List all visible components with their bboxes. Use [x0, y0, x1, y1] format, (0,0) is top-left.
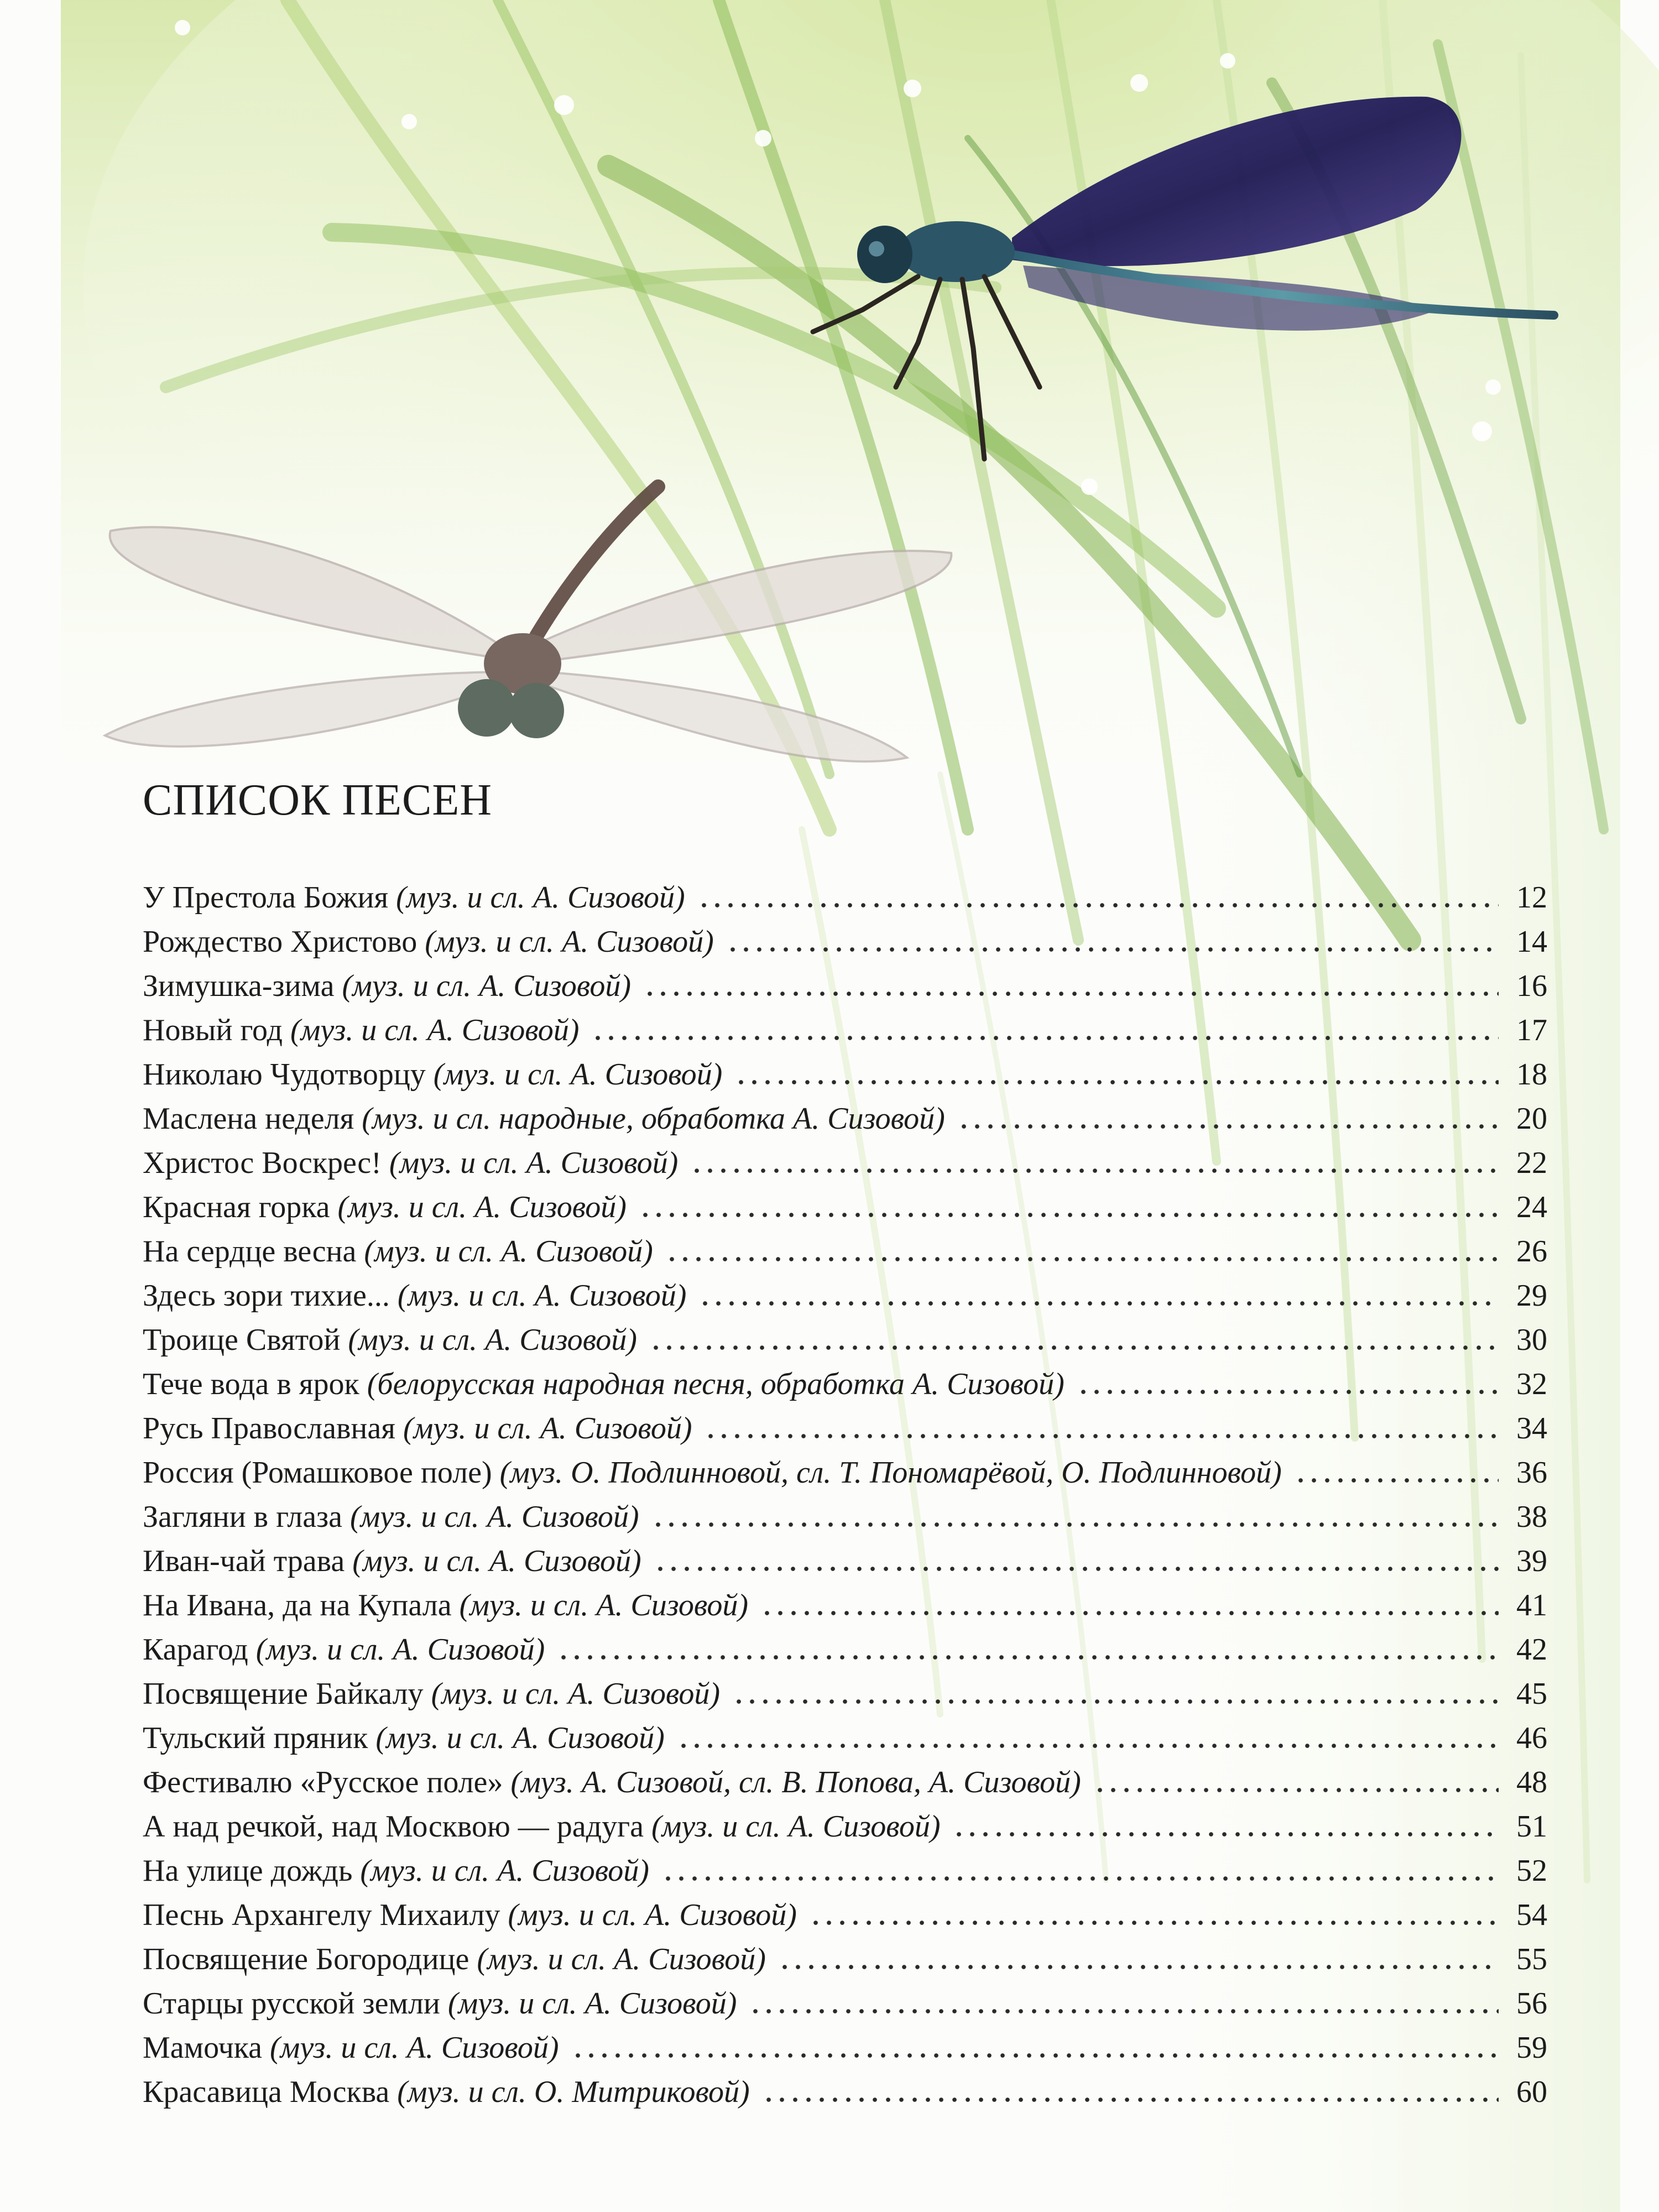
song-title: Красавица Москва — [143, 2075, 390, 2109]
song-entry[interactable] — [143, 1185, 1547, 1229]
song-title: Троице Святой — [143, 1323, 341, 1357]
song-entry[interactable] — [143, 1141, 1547, 1185]
song-entry[interactable] — [143, 1495, 1547, 1539]
song-list — [143, 875, 1547, 2114]
song-entry[interactable] — [143, 1804, 1547, 1849]
page-number: 39 — [1516, 1544, 1547, 1578]
song-title: Тече вода в ярок — [143, 1367, 359, 1401]
song-title: Фестивалю «Русское поле» — [143, 1765, 503, 1799]
song-entry[interactable] — [143, 1229, 1547, 1274]
song-title: Иван-чай трава — [143, 1544, 345, 1578]
dot-leader — [591, 1034, 1499, 1042]
page-number: 46 — [1516, 1721, 1547, 1755]
song-title: У Престола Божия — [143, 880, 389, 915]
page-number: 18 — [1516, 1057, 1547, 1092]
song-entry[interactable] — [143, 1052, 1547, 1097]
song-entry[interactable] — [143, 1539, 1547, 1583]
dot-leader — [952, 1830, 1499, 1838]
song-entry[interactable] — [143, 1318, 1547, 1362]
dot-leader — [957, 1123, 1499, 1130]
dot-leader — [749, 2007, 1499, 2015]
page-number: 41 — [1516, 1588, 1547, 1623]
song-title: Николаю Чудотворцу — [143, 1057, 426, 1092]
dot-leader — [654, 1565, 1499, 1573]
dot-leader — [665, 1255, 1499, 1263]
page-number: 36 — [1516, 1455, 1547, 1490]
dot-leader — [762, 2096, 1499, 2104]
song-credit: (муз. и сл. А. Сизовой) — [425, 925, 714, 959]
song-title: Новый год — [143, 1013, 283, 1047]
dot-leader — [571, 2052, 1499, 2059]
dot-leader — [1077, 1388, 1499, 1396]
song-credit: (муз. и сл. А. Сизовой) — [352, 1544, 641, 1578]
song-title: Мамочка — [143, 2031, 263, 2065]
song-title: На Ивана, да на Купала — [143, 1588, 452, 1623]
song-title: Загляни в глаза — [143, 1500, 343, 1534]
song-entry[interactable] — [143, 1406, 1547, 1451]
song-title: Старцы русской земли — [143, 1986, 440, 2021]
song-credit: (муз. О. Подлинновой, сл. Т. Пономарёвой, О. Подлинновой) — [499, 1455, 1282, 1490]
page-title: СПИСОК ПЕСЕН — [143, 776, 493, 825]
song-title: Посвящение Богородице — [143, 1942, 469, 1976]
song-entry[interactable] — [143, 1097, 1547, 1141]
song-credit: (муз. и сл. А. Сизовой) — [433, 1057, 723, 1092]
page-number: 48 — [1516, 1765, 1547, 1799]
dot-leader — [557, 1653, 1499, 1661]
song-title: На улице дождь — [143, 1854, 353, 1888]
song-credit: (муз. и сл. А. Сизовой) — [651, 1809, 941, 1844]
song-credit: (муз. и сл. А. Сизовой) — [403, 1411, 692, 1446]
page-number: 29 — [1516, 1279, 1547, 1313]
dot-leader — [661, 1875, 1499, 1882]
song-credit: (муз. и сл. А. Сизовой) — [508, 1898, 797, 1932]
song-entry[interactable] — [143, 875, 1547, 920]
song-title: Песнь Архангелу Михаилу — [143, 1898, 500, 1932]
dot-leader — [732, 1698, 1499, 1705]
song-credit: (муз. и сл. А. Сизовой) — [342, 969, 631, 1003]
song-title: Тульский пряник — [143, 1721, 368, 1755]
song-credit: (белорусская народная песня, обработка А. Сизовой) — [367, 1367, 1065, 1401]
song-title: Карагод — [143, 1632, 248, 1667]
page-number: 45 — [1516, 1677, 1547, 1711]
page-number: 16 — [1516, 969, 1547, 1003]
song-credit: (муз. и сл. А. Сизовой) — [477, 1942, 766, 1976]
page-number: 56 — [1516, 1986, 1547, 2021]
page-number: 60 — [1516, 2075, 1547, 2109]
page-number: 34 — [1516, 1411, 1547, 1446]
song-title: На сердце весна — [143, 1234, 357, 1269]
song-credit: (муз. и сл. А. Сизовой) — [290, 1013, 580, 1047]
dot-leader — [760, 1609, 1499, 1617]
song-title: Россия (Ромашковое поле) — [143, 1455, 492, 1490]
song-entry[interactable] — [143, 1981, 1547, 2026]
song-entry[interactable] — [143, 1627, 1547, 1672]
page-number: 26 — [1516, 1234, 1547, 1269]
song-entry[interactable] — [143, 1362, 1547, 1406]
dot-leader — [726, 946, 1499, 953]
dot-leader — [778, 1963, 1499, 1971]
page-number: 30 — [1516, 1323, 1547, 1357]
song-entry[interactable] — [143, 920, 1547, 964]
dot-leader — [690, 1167, 1499, 1175]
song-credit: (муз. и сл. А. Сизовой) — [348, 1323, 637, 1357]
song-title: Маслена неделя — [143, 1102, 354, 1136]
song-title: Здесь зори тихие... — [143, 1279, 390, 1313]
song-credit: (муз. и сл. А. Сизовой) — [350, 1500, 639, 1534]
dot-leader — [643, 990, 1499, 998]
song-credit: (муз. А. Сизовой, сл. В. Попова, А. Сизовой) — [510, 1765, 1081, 1799]
song-entry[interactable] — [143, 1451, 1547, 1495]
song-entry[interactable] — [143, 1274, 1547, 1318]
page-number: 59 — [1516, 2031, 1547, 2065]
song-credit: (муз. и сл. А. Сизовой) — [360, 1854, 649, 1888]
song-credit: (муз. и сл. А. Сизовой) — [270, 2031, 559, 2065]
song-entry[interactable] — [143, 1849, 1547, 1893]
song-credit: (муз. и сл. народные, обработка А. Сизовой) — [362, 1102, 945, 1136]
page-number: 20 — [1516, 1102, 1547, 1136]
page-number: 32 — [1516, 1367, 1547, 1401]
song-credit: (муз. и сл. О. Митриковой) — [397, 2075, 750, 2109]
dot-leader — [677, 1742, 1499, 1750]
page-number: 54 — [1516, 1898, 1547, 1932]
song-title: Зимушка-зима — [143, 969, 335, 1003]
song-entry[interactable] — [143, 964, 1547, 1008]
song-entry[interactable] — [143, 2026, 1547, 2070]
page-number: 17 — [1516, 1013, 1547, 1047]
song-entry[interactable] — [143, 1760, 1547, 1804]
dot-leader — [1294, 1477, 1499, 1484]
song-credit: (муз. и сл. А. Сизовой) — [389, 1146, 679, 1180]
song-title: Посвящение Байкалу — [143, 1677, 424, 1711]
song-entry[interactable] — [143, 1672, 1547, 1716]
page-number: 22 — [1516, 1146, 1547, 1180]
song-entry[interactable] — [143, 1937, 1547, 1981]
song-title: Рождество Христово — [143, 925, 418, 959]
song-title: Христос Воскрес! — [143, 1146, 382, 1180]
song-entry[interactable] — [143, 1716, 1547, 1760]
song-credit: (муз. и сл. А. Сизовой) — [364, 1234, 653, 1269]
song-title: Красная горка — [143, 1190, 330, 1224]
song-entry[interactable] — [143, 1583, 1547, 1627]
song-entry[interactable] — [143, 1008, 1547, 1052]
song-title: Русь Православная — [143, 1411, 395, 1446]
dot-leader — [698, 1300, 1499, 1307]
dot-leader — [639, 1211, 1499, 1219]
page-number: 14 — [1516, 925, 1547, 959]
dot-leader — [1093, 1786, 1499, 1794]
song-credit: (муз. и сл. А. Сизовой) — [337, 1190, 627, 1224]
page-number: 52 — [1516, 1854, 1547, 1888]
page-number: 38 — [1516, 1500, 1547, 1534]
page-number: 55 — [1516, 1942, 1547, 1976]
song-credit: (муз. и сл. А. Сизовой) — [459, 1588, 749, 1623]
song-credit: (муз. и сл. А. Сизовой) — [255, 1632, 545, 1667]
page-number: 51 — [1516, 1809, 1547, 1844]
dot-leader — [809, 1919, 1499, 1927]
song-credit: (муз. и сл. А. Сизовой) — [447, 1986, 737, 2021]
dot-leader — [651, 1521, 1499, 1528]
dot-leader — [704, 1432, 1499, 1440]
song-credit: (муз. и сл. А. Сизовой) — [396, 880, 685, 915]
song-credit: (муз. и сл. А. Сизовой) — [397, 1279, 687, 1313]
song-entry[interactable] — [143, 1893, 1547, 1937]
song-entry[interactable] — [143, 2070, 1547, 2114]
song-credit: (муз. и сл. А. Сизовой) — [375, 1721, 665, 1755]
page-number: 42 — [1516, 1632, 1547, 1667]
dot-leader — [649, 1344, 1499, 1352]
song-credit: (муз. и сл. А. Сизовой) — [431, 1677, 721, 1711]
song-title: А над речкой, над Москвою — радуга — [143, 1809, 644, 1844]
page-number: 24 — [1516, 1190, 1547, 1224]
page-number: 12 — [1516, 880, 1547, 915]
dot-leader — [697, 901, 1499, 909]
dot-leader — [734, 1078, 1499, 1086]
